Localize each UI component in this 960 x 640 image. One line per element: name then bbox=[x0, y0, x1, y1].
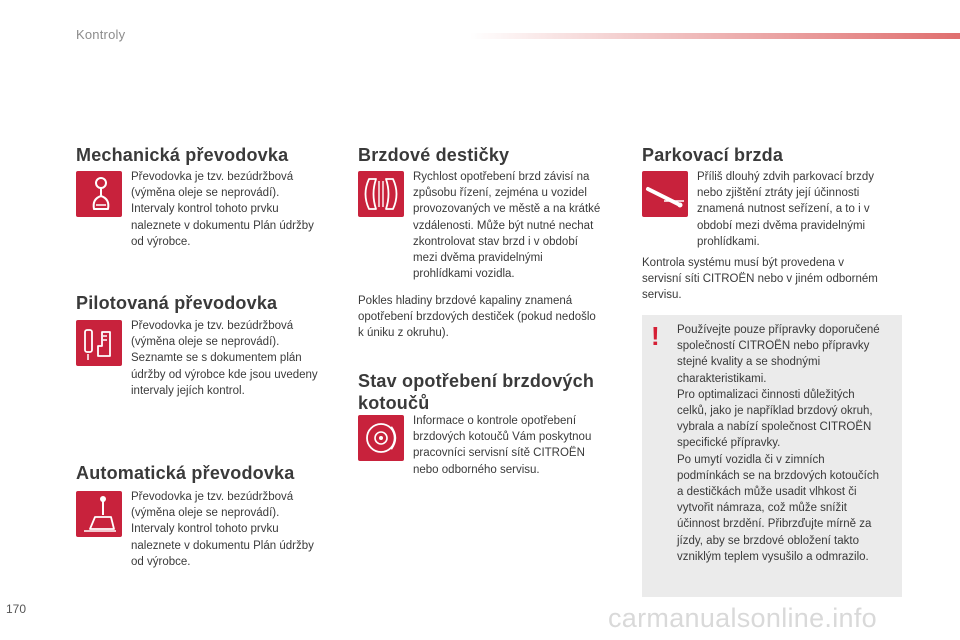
page-number: 170 bbox=[6, 602, 27, 616]
watermark: carmanualsonline.info bbox=[608, 603, 877, 633]
section-title-manual-gearbox: Mechanická převodovka bbox=[76, 145, 289, 165]
section-title-parking-brake: Parkovací brzda bbox=[642, 145, 784, 165]
section-title-brake-pads: Brzdové destičky bbox=[358, 145, 510, 165]
automatic-gearbox-text: Převodovka je tzv. bezúdržbová (výměna oleje se neprovádí). Intervaly kontrol tohoto prvku naleznete v dokumentu Plán údržby od výrobce. bbox=[131, 491, 314, 568]
brake-pads-icon bbox=[358, 171, 404, 217]
brake-disc-icon bbox=[358, 415, 404, 461]
piloted-gearbox-icon bbox=[76, 320, 122, 366]
automatic-gear-selector-icon bbox=[76, 491, 122, 537]
warning-text: Používejte pouze přípravky doporučené společností CITROËN nebo přípravky stejné kvality a se shodnými charakteristikami. Pro optimalizaci činnosti důležitých celků, jako je například brzdový okruh, vybrala a nabízí společnost CITROËN specifické přípravky. Po umytí vozidla či v zimních podmínkách se na brzdových kotoučích a destičkách může usadit vlhkost či vytvořit námraza, což může snížit účinnost brzdění. Přibrzďujte mírně za jízdy, aby se brzdové obložení takto vzniklým teplem vysušilo a odmrazilo. bbox=[677, 324, 880, 563]
brake-fluid-note: Pokles hladiny brzdové kapaliny znamená opotřebení brzdových destiček (pokud nedošlo k úniku z okruhu). bbox=[358, 295, 596, 340]
section-title-automatic-gearbox: Automatická převodovka bbox=[76, 463, 295, 483]
manual-gearbox-text: Převodovka je tzv. bezúdržbová (výměna oleje se neprovádí). Intervaly kontrol tohoto prvku naleznete v dokumentu Plán údržby od výrobce. bbox=[131, 171, 314, 248]
brake-discs-text: Informace o kontrole opotřebení brzdových kotoučů Vám poskytnou pracovníci servisní sítě CITROËN nebo odborného servisu. bbox=[413, 415, 592, 476]
parking-brake-service-note: Kontrola systému musí být provedena v servisní síti CITROËN nebo v jiném odborném servisu. bbox=[642, 257, 878, 302]
section-title-brake-discs: Stav opotřebení brzdových kotoučů bbox=[358, 371, 595, 413]
piloted-gearbox-text: Převodovka je tzv. bezúdržbová (výměna oleje se neprovádí). Seznamte se s dokumentem plán údržby od výrobce kde jsou uvedeny intervaly jejích kontrol. bbox=[131, 320, 318, 397]
manual-gear-lever-icon bbox=[76, 171, 122, 217]
section-title-piloted-gearbox: Pilotovaná převodovka bbox=[76, 293, 278, 313]
header-stripe bbox=[470, 33, 960, 39]
parking-brake-text: Příliš dlouhý zdvih parkovací brzdy nebo zjištění ztráty její účinnosti znamená nutnost seřízení, a to i v období mezi dvěma pravidelnými prohlídkami. bbox=[697, 171, 875, 248]
brake-pads-text: Rychlost opotřebení brzd závisí na způsobu řízení, zejména u vozidel provozovaných ve městě a na krátké vzdálenosti. Může být nutné nechat zkontrolovat stav brzd i v období mezi dvěma pravidelnými prohlídkami vozidla. bbox=[413, 171, 601, 281]
parking-brake-lever-icon bbox=[642, 171, 688, 217]
running-header: Kontroly bbox=[76, 27, 126, 42]
warning-exclamation-icon: ! bbox=[651, 321, 660, 351]
